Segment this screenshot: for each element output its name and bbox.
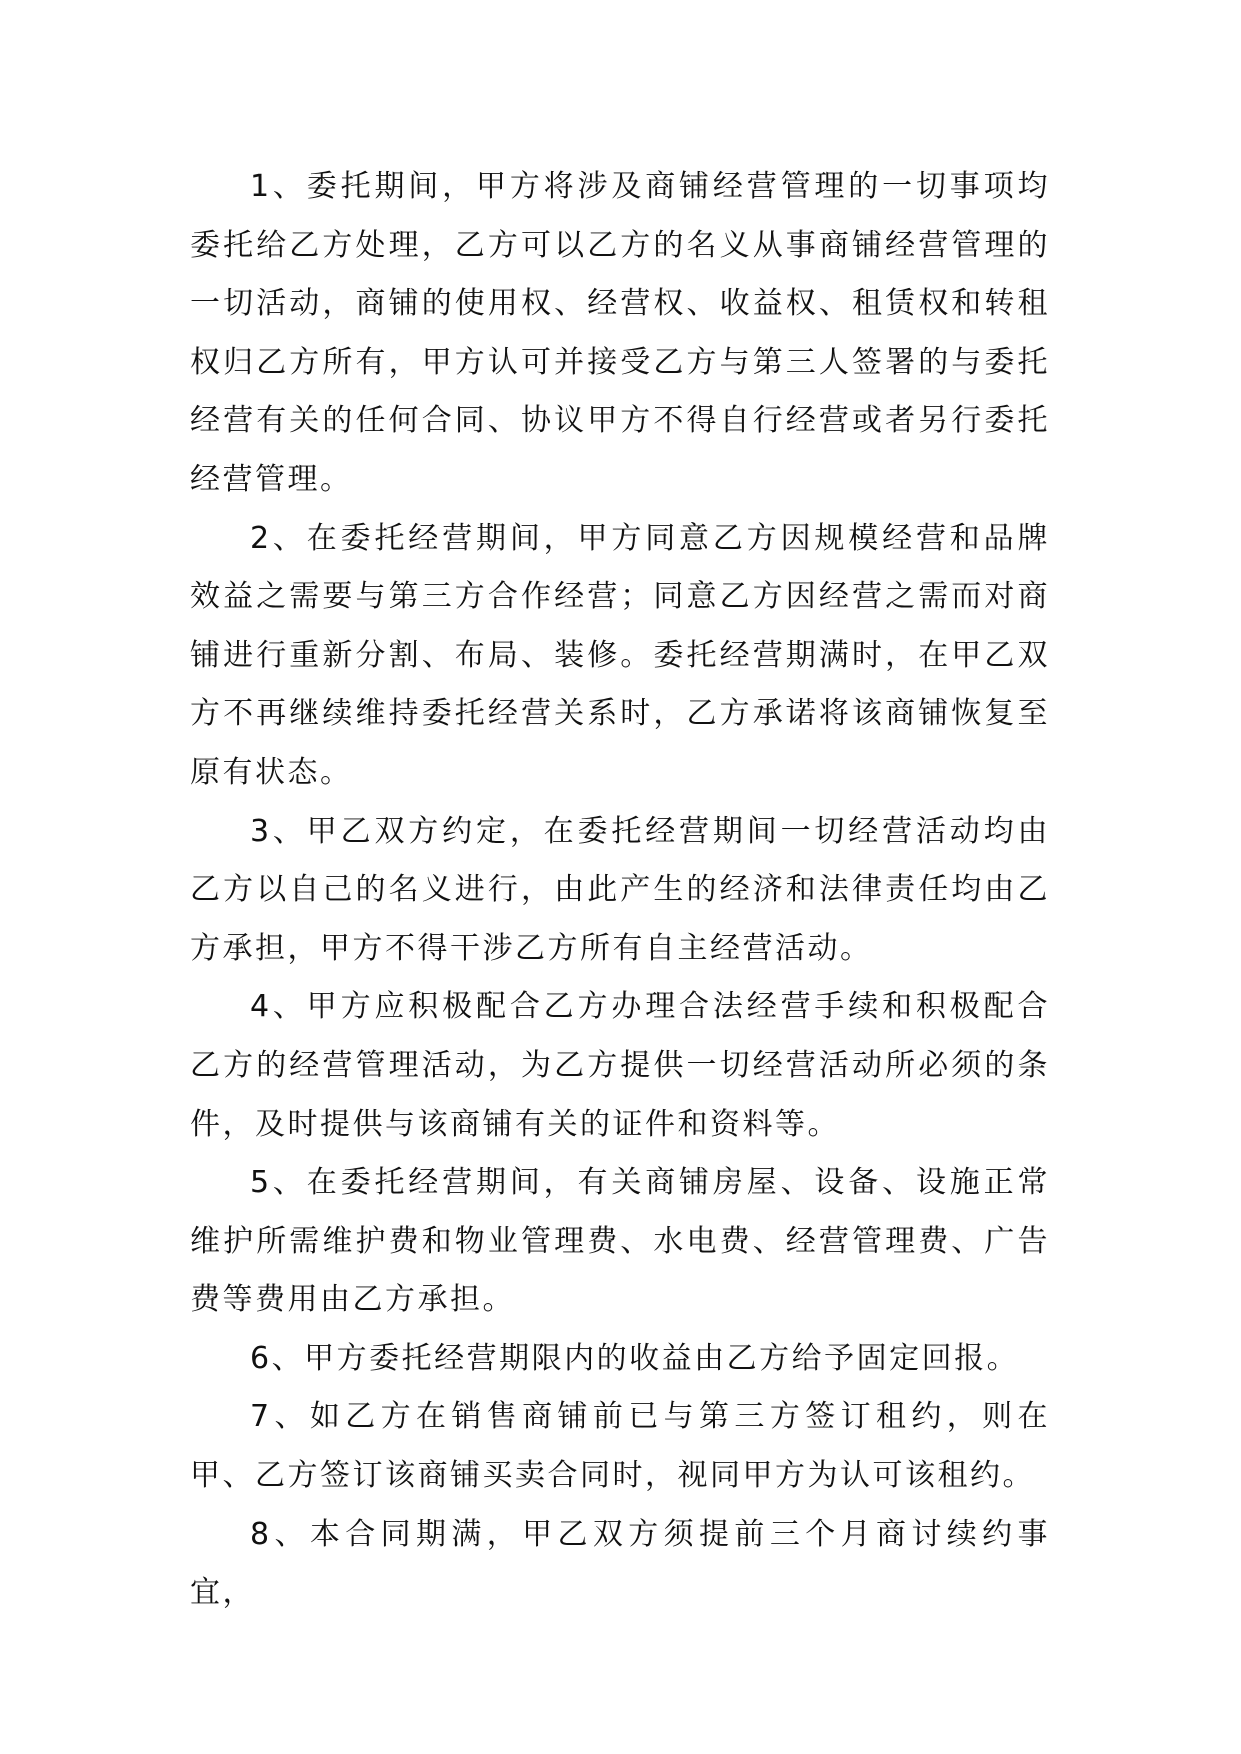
clause-5: 5、在委托经营期间，有关商铺房屋、设备、设施正常维护所需维护费和物业管理费、水电费、经营管理费、广告费等费用由乙方承担。 bbox=[190, 1165, 1050, 1318]
clause-6: 6、甲方委托经营期限内的收益由乙方给予固定回报。 bbox=[250, 1340, 1020, 1376]
document-body bbox=[190, 158, 1050, 1623]
clause-2: 2、在委托经营期间，甲方同意乙方因规模经营和品牌效益之需要与第三方合作经营；同意乙方因经营之需而对商铺进行重新分割、布局、装修。委托经营期满时，在甲乙双方不再继续维持委托经营关系时，乙方承诺将该商铺恢复至原有状态。 bbox=[190, 520, 1050, 790]
clause-8: 8、本合同期满，甲乙双方须提前三个月商讨续约事宜， bbox=[190, 1516, 1050, 1611]
clause-1: 1、委托期间，甲方将涉及商铺经营管理的一切事项均委托给乙方处理，乙方可以乙方的名义从事商铺经营管理的一切活动，商铺的使用权、经营权、收益权、租赁权和转租权归乙方所有，甲方认可并接受乙方与第三人签署的与委托经营有关的任何合同、协议甲方不得自行经营或者另行委托经营管理。 bbox=[190, 169, 1050, 497]
clause-3: 3、甲乙双方约定，在委托经营期间一切经营活动均由乙方以自己的名义进行，由此产生的经济和法律责任均由乙方承担，甲方不得干涉乙方所有自主经营活动。 bbox=[190, 813, 1050, 966]
clause-7: 7、如乙方在销售商铺前已与第三方签订租约，则在甲、乙方签订该商铺买卖合同时，视同甲方为认可该租约。 bbox=[190, 1399, 1050, 1494]
clause-4: 4、甲方应积极配合乙方办理合法经营手续和积极配合乙方的经营管理活动，为乙方提供一切经营活动所必须的条件，及时提供与该商铺有关的证件和资料等。 bbox=[190, 989, 1050, 1142]
